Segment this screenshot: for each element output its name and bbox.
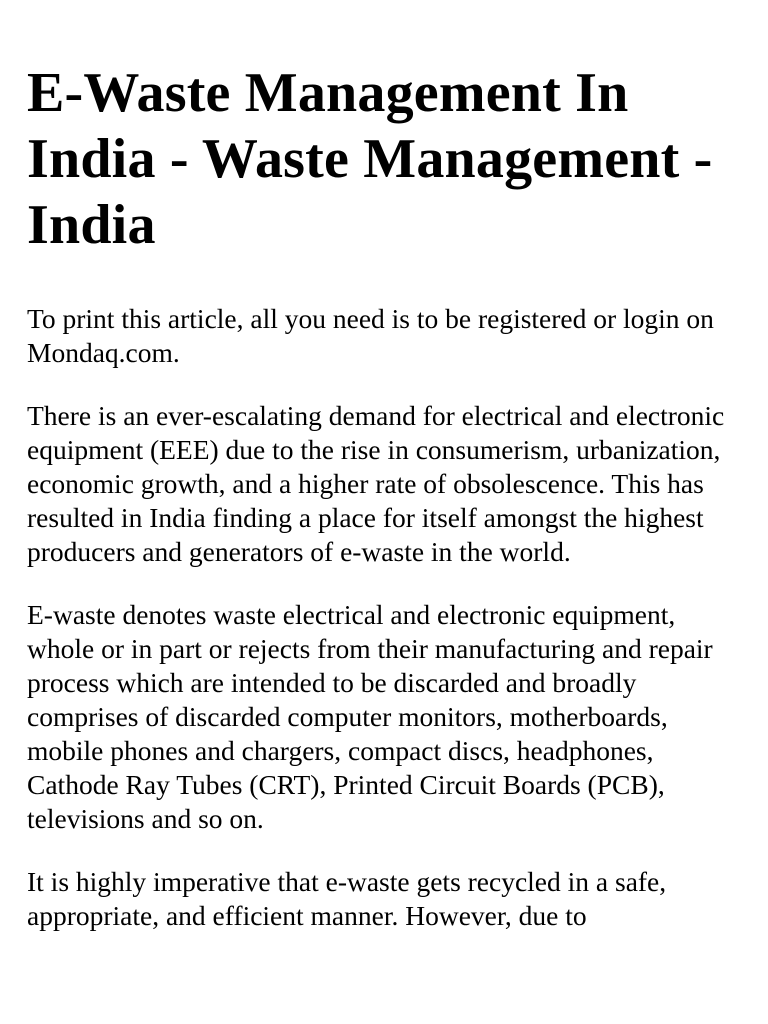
body-paragraph: There is an ever-escalating demand for electrical and electronic equipment (EEE) due to the rise in consumerism, urbanization, economic growth, and a higher rate of obsolescence. This has resulted in India finding a place for itself amongst the highest producers and generators of e-waste in the world. <box>27 400 725 567</box>
print-notice-paragraph: To print this article, all you need is to be registered or login on Mondaq.com. <box>27 303 714 368</box>
body-paragraph: E-waste denotes waste electrical and electronic equipment, whole or in part or rejects from their manufacturing and repair process which are intended to be discarded and broadly comprises of discarded computer monitors, motherboards, mobile phones and chargers, compact discs, headphones, Cathode Ray Tubes (CRT), Printed Circuit Boards (PCB), televisions and so on. <box>27 599 713 834</box>
body-paragraph: It is highly imperative that e-waste gets recycled in a safe, appropriate, and efficient manner. However, due to <box>27 866 667 931</box>
article-title: E-Waste Management In India - Waste Management - India <box>27 62 713 256</box>
article <box>27 60 743 933</box>
